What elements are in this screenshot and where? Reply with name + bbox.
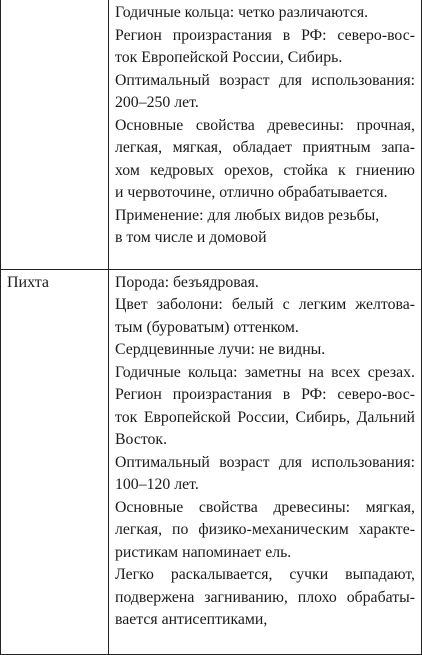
description-line: Оптимальный возраст для использования: bbox=[115, 71, 415, 89]
description-line: ток Европейской России, Сибирь. bbox=[115, 49, 343, 66]
species-description bbox=[115, 270, 415, 632]
description-line: ристикам напоминает ель. bbox=[115, 543, 292, 561]
description-line: Восток. bbox=[115, 431, 168, 448]
description-line: Сердцевинные лучи: не видны. bbox=[115, 341, 326, 358]
description-line: в том числе и домовой bbox=[115, 229, 267, 246]
description-line: Цвет заболони: белый с легким желтова- bbox=[115, 296, 415, 313]
description-line: 100–120 лет. bbox=[115, 476, 199, 493]
species-name-cell bbox=[1, 269, 109, 654]
description-line: Основные свойства древесины: мягкая, bbox=[115, 498, 415, 516]
description-line: легкая, по физико-механическим характе- bbox=[115, 521, 415, 538]
species-name-cell bbox=[1, 0, 109, 269]
description-line: Применение: для любых видов резьбы, bbox=[115, 206, 380, 224]
description-line: Основные свойства древесины: прочная, bbox=[115, 116, 415, 134]
description-line: подвержена загниванию, плохо обрабаты- bbox=[115, 588, 415, 606]
description-line: легкая, мягкая, обладает приятным запа- bbox=[115, 139, 415, 156]
description-line: Годичные кольца: заметны на всех срезах. bbox=[115, 363, 415, 381]
species-description-cell bbox=[109, 269, 422, 654]
description-line: Оптимальный возраст для использования: bbox=[115, 453, 415, 471]
species-description bbox=[115, 0, 415, 250]
species-description-cell bbox=[109, 0, 422, 269]
description-line: Порода: безъядровая. bbox=[115, 273, 259, 291]
description-line: Годичные кольца: четко различаются. bbox=[115, 4, 369, 21]
table-row bbox=[1, 269, 422, 654]
description-line: тым (буроватым) оттенком. bbox=[115, 318, 299, 336]
table-row bbox=[1, 0, 422, 269]
description-line: Регион произрастания в РФ: северо-вос- bbox=[115, 26, 415, 44]
description-line: ток Европейской России, Сибирь, Дальний bbox=[115, 408, 415, 426]
description-line: хом кедровых орехов, стойка к гниению bbox=[115, 161, 415, 179]
species-name: Пихта bbox=[7, 273, 50, 291]
description-line: вается антисептиками, bbox=[115, 611, 268, 628]
description-line: и червоточине, отлично обрабатывается. bbox=[115, 184, 388, 201]
description-line: Регион произрастания в РФ: северо-вос- bbox=[115, 386, 415, 403]
description-line: 200–250 лет. bbox=[115, 94, 199, 111]
description-line: Легко раскалывается, сучки выпадают, bbox=[115, 566, 415, 583]
